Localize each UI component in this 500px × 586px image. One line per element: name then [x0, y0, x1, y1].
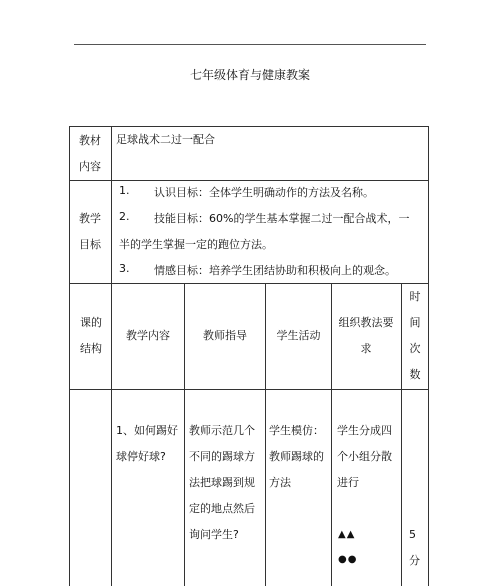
formation-circles: ●●	[338, 554, 358, 565]
objective-text: 半的学生掌握一定的跑位方法。	[119, 238, 273, 251]
objective-number: 1.	[119, 184, 130, 197]
page-title: 七年级体育与健康教案	[189, 68, 310, 82]
row-divider	[69, 180, 429, 181]
objective-text: 情感目标：培养学生团结协助和积极向上的观念。	[154, 264, 396, 277]
table-border-right	[428, 126, 429, 586]
objectives-label: 教学目标	[79, 212, 101, 251]
table-border-left	[69, 126, 70, 586]
objective-text: 技能目标：60%的学生基本掌握二过一配合战术，一	[154, 212, 410, 225]
header-structure: 课的结构	[80, 316, 102, 355]
content-value: 足球战术二过一配合	[116, 133, 215, 146]
row-divider	[69, 389, 429, 390]
header-method: 组织教法要求	[338, 316, 394, 355]
header-time: 时间次数	[409, 290, 421, 381]
lesson-plan-table	[69, 126, 429, 586]
header-content: 教学内容	[126, 329, 170, 342]
content-label: 教材内容	[79, 134, 101, 173]
row1-content: 1、如何踢好球停好球?	[116, 424, 178, 463]
header-student: 学生活动	[276, 329, 321, 342]
header-teacher: 教师指导	[203, 329, 247, 342]
formation-triangles: ▲▲	[338, 529, 356, 540]
objective-text: 认识目标：全体学生明确动作的方法及名称。	[154, 186, 374, 199]
objective-number: 2.	[119, 210, 130, 223]
header-rule	[74, 44, 426, 45]
col-divider	[401, 283, 402, 586]
row1-student: 学生模仿：教师踢球的方法	[269, 424, 324, 489]
objective-number: 3.	[119, 262, 130, 275]
row1-teacher: 教师示范几个不同的踢球方法把球踢到规定的地点然后询问学生?	[189, 424, 255, 541]
row1-method: 学生分成四个小组分散进行	[337, 424, 392, 489]
col-divider	[331, 283, 332, 586]
row1-time: 5分	[409, 528, 420, 567]
